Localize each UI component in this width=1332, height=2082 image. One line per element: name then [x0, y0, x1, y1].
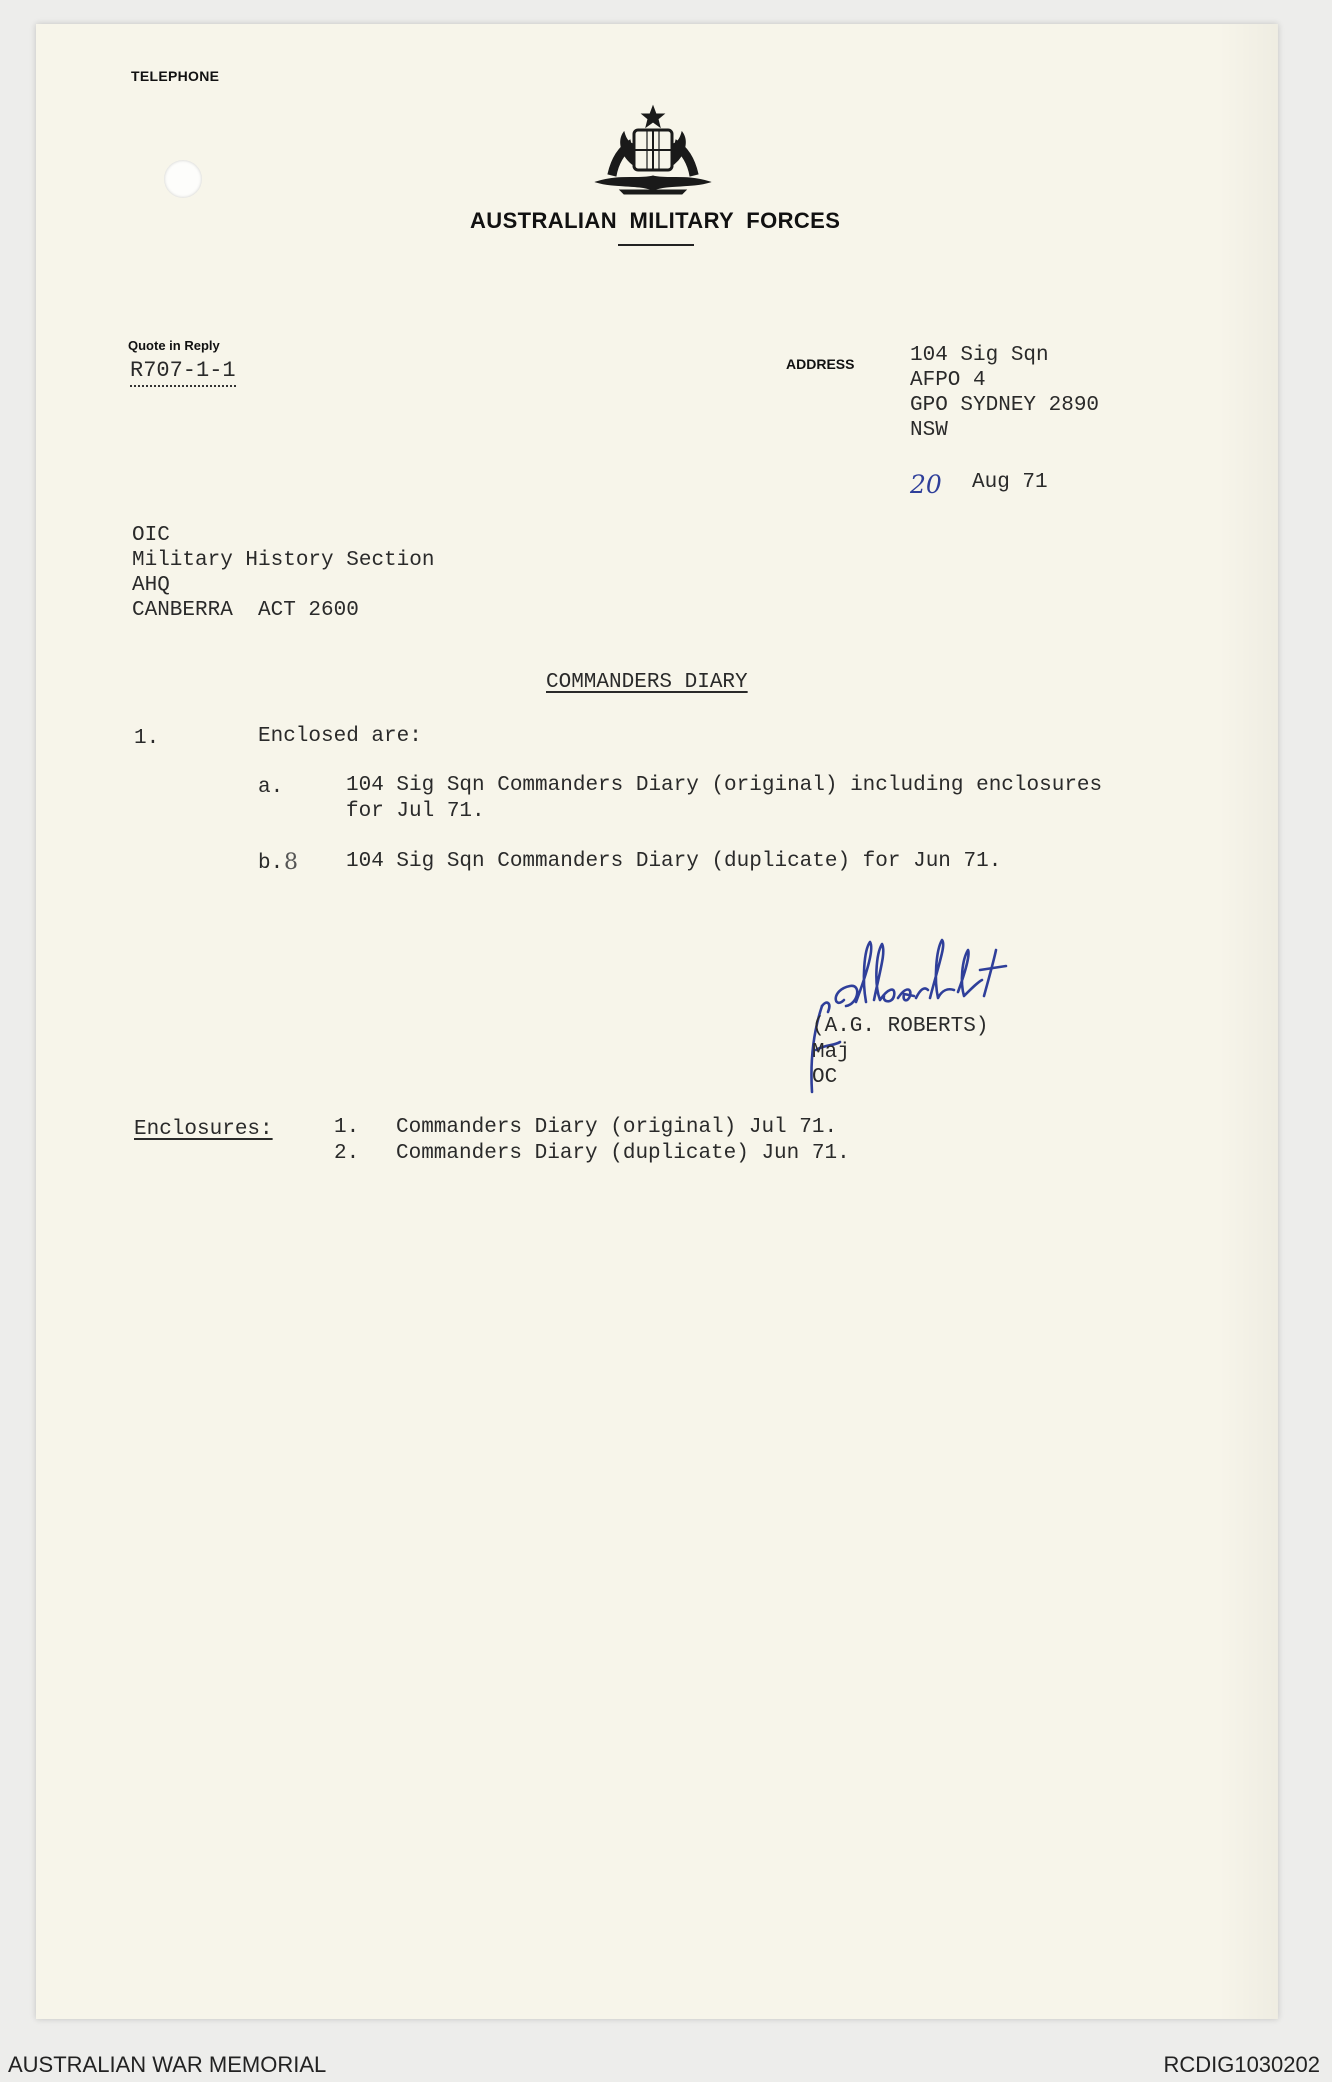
enclosure-number: 2. [334, 1142, 360, 1165]
paper-fold-shading [1218, 24, 1278, 2019]
letter-page [36, 24, 1278, 2019]
signatory-name: (A.G. ROBERTS) [812, 1015, 989, 1038]
footer-item-id: RCDIG1030202 [1163, 2052, 1320, 2077]
list-item-letter: b. [258, 852, 284, 875]
paragraph-text: Enclosed are: [258, 725, 422, 748]
commonwealth-coat-of-arms-icon [590, 104, 716, 196]
enclosure-text: Commanders Diary (duplicate) Jun 71. [396, 1142, 850, 1165]
recipient-line: AHQ [132, 574, 170, 597]
handwritten-mark: 8 [284, 850, 298, 875]
quote-in-reply-label: Quote in Reply [128, 338, 220, 353]
footer-archive-name: AUSTRALIAN WAR MEMORIAL [8, 2052, 327, 2077]
handwritten-signature [770, 930, 1030, 1095]
punch-hole [164, 160, 202, 198]
recipient-line: Military History Section [132, 549, 435, 572]
enclosure-text: Commanders Diary (original) Jul 71. [396, 1116, 838, 1139]
sender-address-line: 104 Sig Sqn [910, 344, 1049, 367]
enclosure-number: 1. [334, 1116, 360, 1139]
page-title: AUSTRALIAN MILITARY FORCES [470, 208, 841, 233]
list-item-text: for Jul 71. [346, 800, 485, 823]
list-item-letter: a. [258, 776, 284, 799]
subject-heading: COMMANDERS DIARY [546, 671, 748, 694]
paragraph-number: 1. [134, 727, 160, 750]
sender-address-line: AFPO 4 [910, 369, 986, 392]
list-item-text: 104 Sig Sqn Commanders Diary (duplicate) for Jun 71. [346, 850, 1002, 873]
sender-address-line: NSW [910, 419, 948, 442]
list-item-text: 104 Sig Sqn Commanders Diary (original) including enclosures [346, 774, 1103, 797]
title-underline [618, 244, 694, 246]
recipient-line: CANBERRA ACT 2600 [132, 599, 359, 622]
address-label: ADDRESS [786, 356, 855, 372]
date-month-year: Aug 71 [972, 471, 1048, 494]
reference-number: R707-1-1 [130, 358, 236, 387]
enclosures-label: Enclosures: [134, 1118, 273, 1141]
recipient-line: OIC [132, 524, 170, 547]
telephone-label: TELEPHONE [131, 68, 220, 84]
date-day-handwritten: 20 [910, 470, 942, 499]
signatory-appointment: OC [812, 1066, 838, 1089]
signatory-rank: Maj [812, 1041, 850, 1064]
sender-address-line: GPO SYDNEY 2890 [910, 394, 1100, 417]
